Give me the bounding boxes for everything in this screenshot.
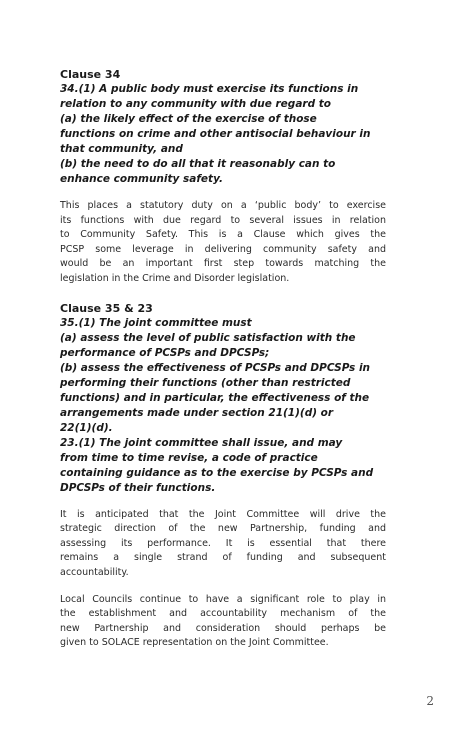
clause-35-legal-line: (b) assess the effectiveness of PCSPs and DPCSPs in (60, 361, 371, 374)
document-page (60, 67, 386, 651)
commentary-line: new Partnership and consideration should perhaps be (60, 622, 386, 634)
commentary-line: strategic direction of the new Partnership, funding and (60, 523, 386, 535)
clause-34-legal-line: relation to any community with due regard to (60, 98, 331, 110)
commentary-line: would be an important first step towards matching the (60, 258, 386, 270)
clause-34-legal-line: functions on crime and other antisocial behaviour in (60, 128, 371, 140)
clause-34-commentary (60, 199, 386, 287)
clause-23-legal-line: 23.(1) The joint committee shall issue, and may (60, 436, 343, 449)
clause-34-heading: Clause 34 (60, 68, 121, 81)
clause-34-legal-line: enhance community safety. (60, 173, 223, 185)
clause-35-legal-line: performance of PCSPs and DPCSPs; (60, 346, 270, 359)
clause-35-legal-line: performing their functions (other than restricted (60, 376, 351, 389)
clause-34-section (60, 67, 386, 187)
clause-23-legal-line: containing guidance as to the exercise by PCSPs and (60, 466, 374, 479)
clause-34-legal-line: 34.(1) A public body must exercise its functions in (60, 83, 359, 95)
commentary-line: remains a single strand of funding and subsequent (60, 552, 386, 564)
clause-35-legal-line: 22(1)(d). (60, 421, 113, 434)
commentary-line: assessing its performance. It is essential that there (60, 537, 386, 549)
commentary-line: given to SOLACE representation on the Joint Committee. (60, 637, 329, 649)
joint-committee-commentary (60, 508, 386, 581)
local-councils-commentary (60, 593, 386, 651)
clause-23-legal-line: from time to time revise, a code of practice (60, 451, 318, 464)
clause-23-legal-line: DPCSPs of their functions. (60, 481, 216, 494)
clause-34-legal-line: that community, and (60, 143, 183, 155)
commentary-line: Local Councils continue to have a significant role to play in (60, 593, 386, 605)
commentary-line: to Community Safety. This is a Clause which gives the (60, 229, 386, 241)
commentary-line: the establishment and accountability mechanism of the (60, 608, 386, 620)
page-number: 2 (426, 694, 434, 708)
clause-35-legal-line: 35.(1) The joint committee must (60, 316, 252, 329)
clause-35-legal-line: functions) and in particular, the effectiveness of the (60, 391, 370, 404)
clause-34-legal-line: (b) the need to do all that it reasonably can to (60, 158, 336, 170)
clause-35-heading: Clause 35 & 23 (60, 301, 153, 315)
commentary-line: It is anticipated that the Joint Committee will drive the (60, 508, 386, 520)
commentary-line: This places a statutory duty on a ‘public body’ to exercise (60, 200, 386, 211)
clause-34-legal-line: (a) the likely effect of the exercise of those (60, 113, 317, 125)
clause-35-legal-line: arrangements made under section 21(1)(d) or (60, 406, 334, 419)
commentary-line: legislation in the Crime and Disorder legislation. (60, 272, 290, 284)
clause-35-section (60, 301, 386, 496)
commentary-line: accountability. (60, 566, 129, 578)
clause-35-legal-line: (a) assess the level of public satisfaction with the (60, 331, 356, 344)
commentary-line: its functions with due regard to several issues in relation (60, 214, 386, 226)
commentary-line: PCSP some leverage in delivering community safety and (60, 243, 386, 255)
